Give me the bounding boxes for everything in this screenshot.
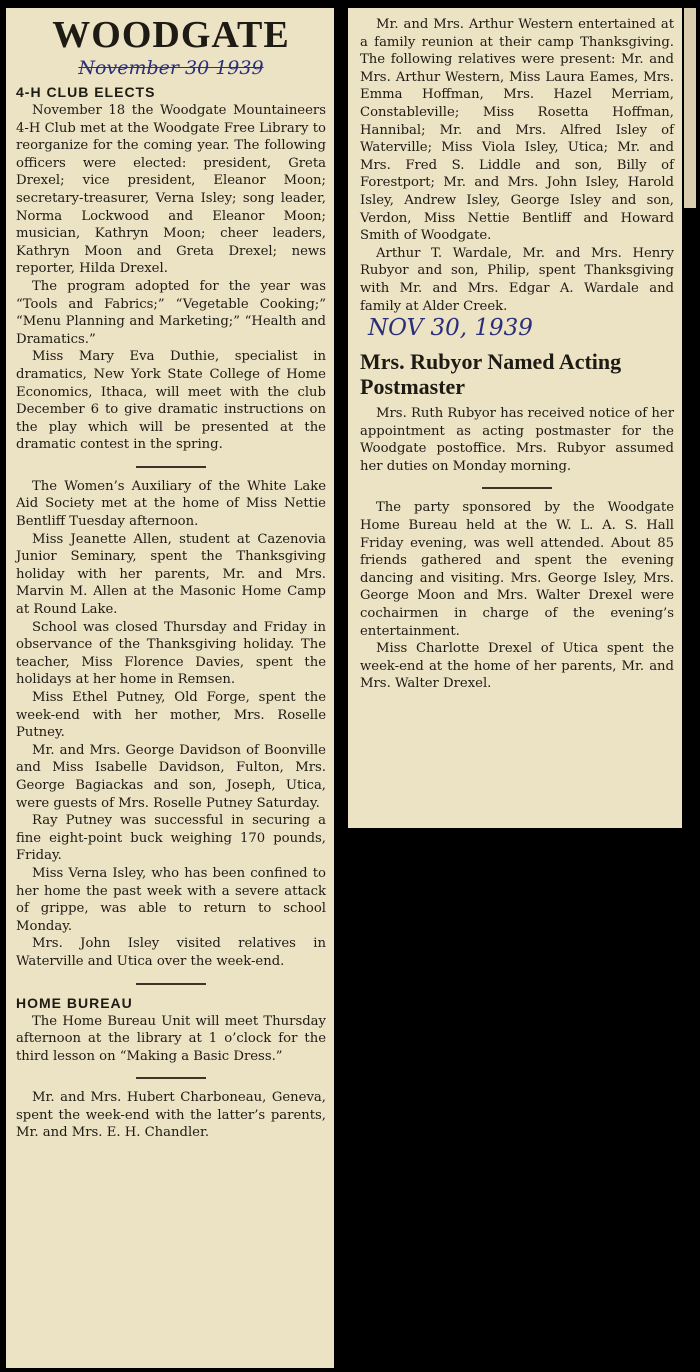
handwritten-date: NOV 30, 1939 — [368, 315, 533, 342]
adjacent-clipping-edge — [684, 8, 696, 208]
home-bureau-heading: HOME BUREAU — [16, 994, 133, 1011]
article-paragraph: Miss Ethel Putney, Old Forge, spent the week-end with her mother, Mrs. Roselle Putney. — [16, 690, 326, 741]
article-paragraph: November 18 the Woodgate Mountaineers 4-H Club met at the Woodgate Free Library to reorganize for the coming year. The following officers were elected: president, Greta Drexel; vice president, Eleanor Moon; secretary-treasurer, Verna Isley; song leader, Norma Lockwood and Eleanor Moon; musician, Kathryn Moon; cheer leaders, Kathryn Moon and Greta Drexel; news reporter, Hilda Drexel. — [16, 103, 326, 277]
article-paragraph: Ray Putney was successful in securing a fine eight-point buck weighing 170 pounds, Friday. — [16, 813, 326, 864]
article-paragraph: Mr. and Mrs. Hubert Charboneau, Geneva, spent the week-end with the latter’s parents, Mr. and Mrs. E. H. Chandler. — [16, 1090, 326, 1141]
article-paragraph: The Women’s Auxiliary of the White Lake Aid Society met at the home of Miss Nettie Bentliff Tuesday afternoon. — [16, 478, 326, 530]
masthead: WOODGATE — [52, 14, 290, 56]
article-paragraph: Arthur T. Wardale, Mr. and Mrs. Henry Rubyor and son, Philip, spent Thanksgiving with Mr. and Mrs. Edgar A. Wardale and family at Alder Creek. — [360, 245, 674, 314]
article-paragraph: Miss Mary Eva Duthie, specialist in dramatics, New York State College of Home Economics, Ithaca, will meet with the club December 6 to give dramatic instructions on the play which will be presented at the dramatic contest in the spring. — [16, 349, 326, 453]
clipping-left-column — [6, 8, 334, 1368]
article-paragraph: Mr. and Mrs. George Davidson of Boonville and Miss Isabelle Davidson, Fulton, Mrs. George Bagiackas and son, Joseph, Utica, were guests of Mrs. Roselle Putney Saturday. — [16, 742, 326, 811]
article-paragraph: Miss Jeanette Allen, student at Cazenovia Junior Seminary, spent the Thanksgiving holiday with her parents, Mr. and Mrs. Marvin M. Allen at the Masonic Home Camp at Round Lake. — [16, 531, 326, 618]
article-paragraph: Miss Charlotte Drexel of Utica spent the week-end at the home of her parents, Mr. and Mrs. Walter Drexel. — [360, 641, 674, 692]
crossed-out-date: November 30 1939 — [78, 57, 264, 79]
article-paragraph: Mrs. John Isley visited relatives in Waterville and Utica over the week-end. — [16, 936, 326, 969]
column-rule — [136, 1077, 206, 1079]
club-heading: 4-H CLUB ELECTS — [16, 84, 156, 100]
article-paragraph: School was closed Thursday and Friday in observance of the Thanksgiving holiday. The teacher, Miss Florence Davies, spent the holidays at her home in Remsen. — [16, 619, 326, 688]
column-rule — [482, 487, 552, 489]
article-paragraph: Mr. and Mrs. Arthur Western entertained at a family reunion at their camp Thanksgiving. The following relatives were present: Mr. and Mrs. Arthur Western, Miss Laura Eames, Mrs. Emma Hoffman, Mrs. Hazel Merriam, Constableville; Miss Rosetta Hoffman, Hannibal; Mr. and Mrs. Alfred Isley of Waterville; Miss Viola Isley, Utica; Mr. and Mrs. Fred S. Liddle and son, Billy of Forestport; Mr. and Mrs. John Isley, Harold Isley, Andrew Isley, George Isley and son, Verdon, Miss Nettie Bentliff and Howard Smith of Woodgate. — [360, 17, 674, 244]
column-rule — [136, 466, 206, 468]
article-paragraph: Miss Verna Isley, who has been confined to her home the past week with a severe attack of grippe, was able to return to school Monday. — [16, 865, 326, 934]
article-paragraph: Mrs. Ruth Rubyor has received notice of her appointment as acting postmaster for the Woodgate postoffice. Mrs. Rubyor assumed her duties on Monday morning. — [360, 406, 674, 474]
article-paragraph: The program adopted for the year was “Tools and Fabrics;” “Vegetable Cooking;” “Menu Planning and Marketing;” “Health and Dramatics.” — [16, 278, 326, 347]
column-rule — [136, 983, 206, 985]
article-paragraph: The party sponsored by the Woodgate Home Bureau held at the W. L. A. S. Hall Friday evening, was well attended. About 85 friends gathered and spent the evening dancing and visiting. Mrs. George Isley, Mrs. George Moon and Mrs. Walter Drexel were cochairmen in charge of the evening’s entertainment. — [360, 500, 674, 639]
clipping-right-column — [348, 8, 682, 828]
postmaster-headline: Mrs. Rubyor Named Acting Postmaster — [360, 349, 622, 400]
article-paragraph: The Home Bureau Unit will meet Thursday afternoon at the library at 1 o’clock for the third lesson on “Making a Basic Dress.” — [16, 1013, 326, 1064]
